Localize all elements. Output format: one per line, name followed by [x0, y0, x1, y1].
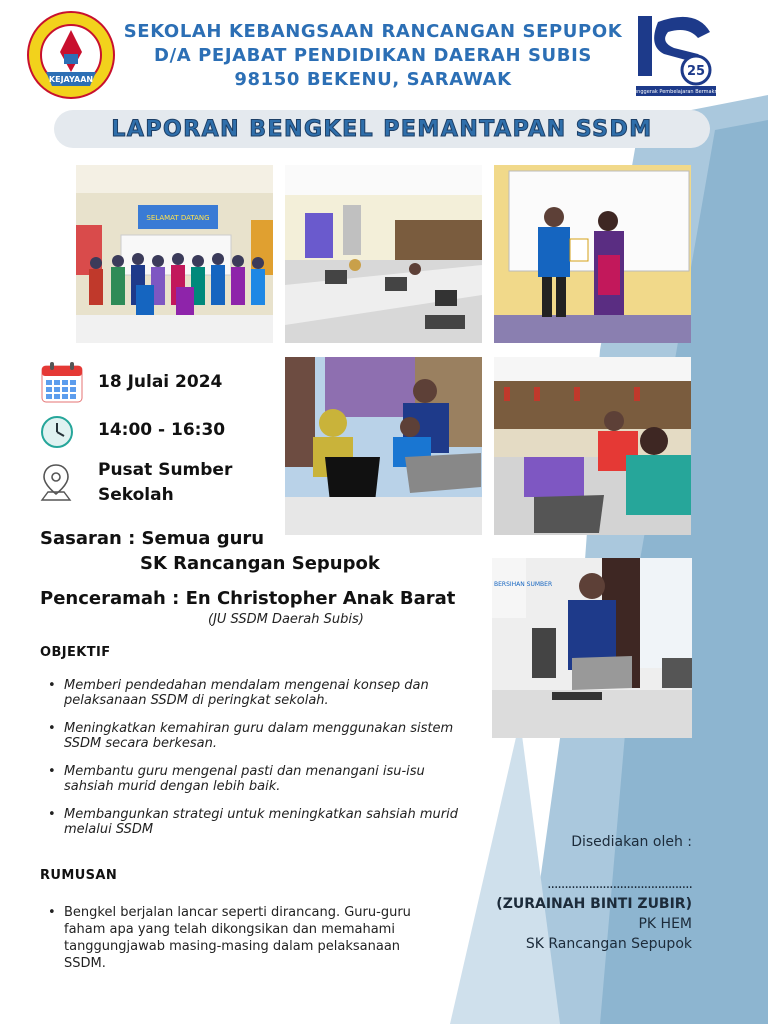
target-label: Sasaran : Semua guru	[40, 528, 265, 549]
report-title: LAPORAN BENGKEL PEMANTAPAN SSDM	[111, 116, 653, 142]
speaker-name: Penceramah : En Christopher Anak Barat	[40, 588, 456, 609]
preparer-position: PK HEM	[638, 916, 692, 932]
summary-title: RUMUSAN	[40, 868, 118, 883]
photo-speaker	[492, 558, 692, 738]
location-pin-icon	[40, 462, 72, 502]
school-address-1: D/A PEJABAT PENDIDIKAN DAERAH SUBIS	[154, 45, 592, 66]
school-header	[118, 20, 628, 92]
school-address-2: 98150 BEKENU, SARAWAK	[234, 69, 512, 90]
signature-line: ..........................................	[547, 876, 692, 892]
photo-speaker-sign: BERSIHAN SUMBER	[494, 581, 553, 588]
objective-item: • Membantu guru mengenal pasti dan menangani isu-isu sahsiah murid dengan lebih baik.	[40, 764, 460, 794]
event-time: 14:00 - 16:30	[98, 420, 226, 440]
target-school: SK Rancangan Sepupok	[140, 553, 380, 574]
logo-banner-text: KEJAYAAN	[48, 75, 94, 84]
event-place-line1: Pusat Sumber	[98, 460, 233, 480]
school-logo	[26, 10, 116, 100]
objectives-list	[40, 678, 460, 850]
photo-library-participants	[494, 357, 691, 535]
event-place	[98, 458, 232, 508]
preparer-school: SK Rancangan Sepupok	[525, 936, 692, 952]
speaker-role: (JU SSDM Daerah Subis)	[208, 612, 364, 627]
kpm-25-logo	[631, 12, 721, 98]
target-audience	[40, 526, 460, 576]
objective-item: • Meningkatkan kemahiran guru dalam menggunakan sistem SSDM secara berkesan.	[40, 721, 460, 751]
photo-workshop-room	[285, 165, 482, 343]
preparer-name: (ZURAINAH BINTI ZUBIR)	[496, 896, 692, 912]
logo-caption: Penggerak Pembelajaran Bermakna	[631, 89, 721, 95]
objective-item: • Memberi pendedahan mendalam mengenai konsep dan pelaksanaan SSDM di peringkat sekolah.	[40, 678, 460, 708]
calendar-icon	[40, 360, 84, 404]
objective-item: • Membangunkan strategi untuk meningkatkan sahsiah murid melalui SSDM	[40, 807, 460, 837]
photo-sign-text: SELAMAT DATANG	[146, 214, 210, 222]
summary-item: • Bengkel berjalan lancar seperti dirancang. Guru-guru faham apa yang telah dikongsikan dan memahami tanggungjawab masing-masing dalam pelaksanaan SSDM.	[40, 904, 440, 972]
photo-group	[76, 165, 273, 343]
event-date: 18 Julai 2024	[98, 372, 223, 392]
prepared-by	[468, 832, 692, 954]
photo-certificate	[494, 165, 691, 343]
event-place-line2: Sekolah	[98, 485, 174, 505]
prepared-label: Disediakan oleh :	[571, 834, 692, 850]
clock-icon	[40, 415, 74, 449]
report-title-banner	[54, 110, 710, 148]
logo-25-text: 25	[686, 64, 706, 79]
summary-list	[40, 904, 440, 972]
photo-teachers-laptops	[285, 357, 482, 535]
school-name: SEKOLAH KEBANGSAAN RANCANGAN SEPUPOK	[123, 21, 623, 42]
objectives-title: OBJEKTIF	[40, 645, 111, 660]
